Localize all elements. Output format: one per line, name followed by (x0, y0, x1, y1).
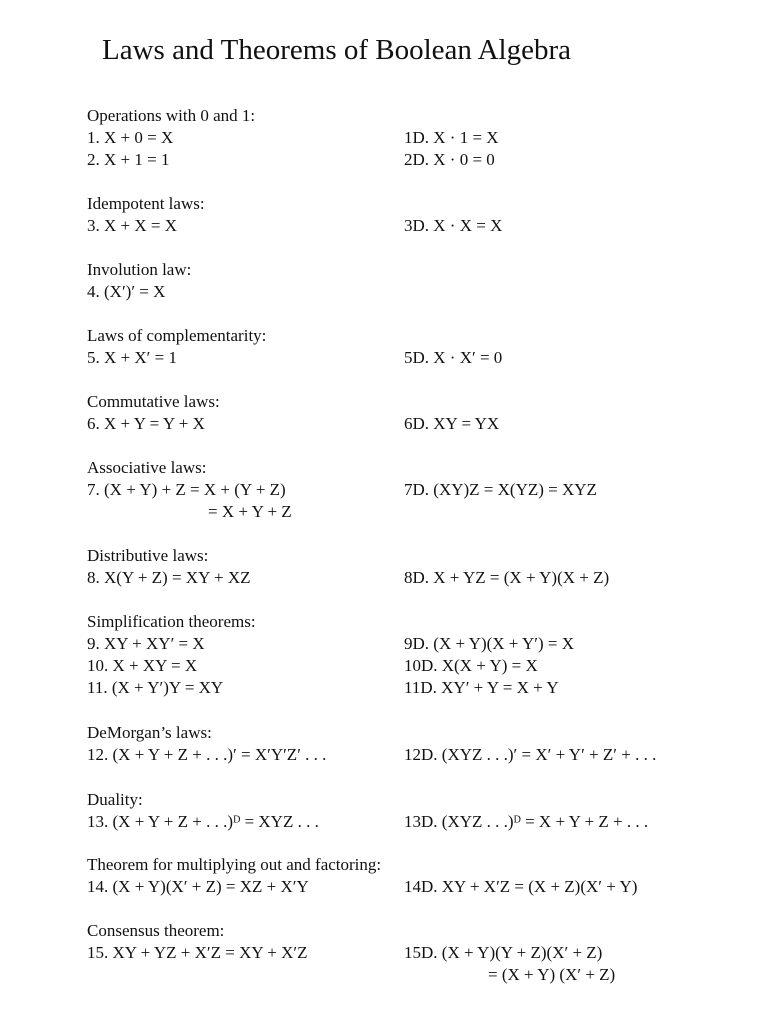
law-1: 1. X + 0 = X (87, 128, 174, 147)
law-1d: 1D. X · 1 = X (404, 128, 499, 147)
section-heading-demorgan: DeMorgan’s laws: (87, 723, 212, 742)
law-7: 7. (X + Y) + Z = X + (Y + Z) (87, 480, 286, 499)
section-heading-consensus: Consensus theorem: (87, 921, 225, 940)
law-15d: 15D. (X + Y)(Y + Z)(X′ + Z) (404, 943, 603, 962)
law-15: 15. XY + YZ + X′Z = XY + X′Z (87, 943, 308, 962)
section-heading-operations: Operations with 0 and 1: (87, 106, 256, 125)
law-8d: 8D. X + YZ = (X + Y)(X + Z) (404, 568, 610, 587)
section-heading-distributive: Distributive laws: (87, 546, 209, 565)
law-14: 14. (X + Y)(X′ + Z) = XZ + X′Y (87, 877, 309, 896)
law-12: 12. (X + Y + Z + . . .)′ = X′Y′Z′ . . . (87, 745, 327, 764)
law-4: 4. (X′)′ = X (87, 282, 166, 301)
law-7d: 7D. (XY)Z = X(YZ) = XYZ (404, 480, 597, 499)
section-heading-involution: Involution law: (87, 260, 192, 279)
law-6d: 6D. XY = YX (404, 414, 500, 433)
law-5d: 5D. X · X′ = 0 (404, 348, 503, 367)
section-heading-simplification: Simplification theorems: (87, 612, 256, 631)
law-9: 9. XY + XY′ = X (87, 634, 205, 653)
section-heading-associative: Associative laws: (87, 458, 207, 477)
law-10: 10. X + XY = X (87, 656, 198, 675)
section-heading-multiplying-out: Theorem for multiplying out and factoring: (87, 855, 382, 874)
law-11: 11. (X + Y′)Y = XY (87, 678, 224, 697)
section-heading-idempotent: Idempotent laws: (87, 194, 205, 213)
law-2: 2. X + 1 = 1 (87, 150, 170, 169)
law-5: 5. X + X′ = 1 (87, 348, 177, 367)
section-heading-commutative: Commutative laws: (87, 392, 220, 411)
law-13d: 13D. (XYZ . . .)ᴰ = X + Y + Z + . . . (404, 812, 649, 831)
law-3: 3. X + X = X (87, 216, 178, 235)
section-heading-duality: Duality: (87, 790, 143, 809)
law-13: 13. (X + Y + Z + . . .)ᴰ = XYZ . . . (87, 812, 319, 831)
law-9d: 9D. (X + Y)(X + Y′) = X (404, 634, 575, 653)
section-heading-complementarity: Laws of complementarity: (87, 326, 267, 345)
law-12d: 12D. (XYZ . . .)′ = X′ + Y′ + Z′ + . . . (404, 745, 657, 764)
law-11d: 11D. XY′ + Y = X + Y (404, 678, 559, 697)
law-8: 8. X(Y + Z) = XY + XZ (87, 568, 251, 587)
law-15d-continuation: = (X + Y) (X′ + Z) (488, 965, 616, 984)
law-7-continuation: = X + Y + Z (208, 502, 292, 521)
page-title: Laws and Theorems of Boolean Algebra (102, 34, 571, 66)
law-2d: 2D. X · 0 = 0 (404, 150, 495, 169)
law-14d: 14D. XY + X′Z = (X + Z)(X′ + Y) (404, 877, 638, 896)
law-6: 6. X + Y = Y + X (87, 414, 205, 433)
law-3d: 3D. X · X = X (404, 216, 503, 235)
law-10d: 10D. X(X + Y) = X (404, 656, 538, 675)
